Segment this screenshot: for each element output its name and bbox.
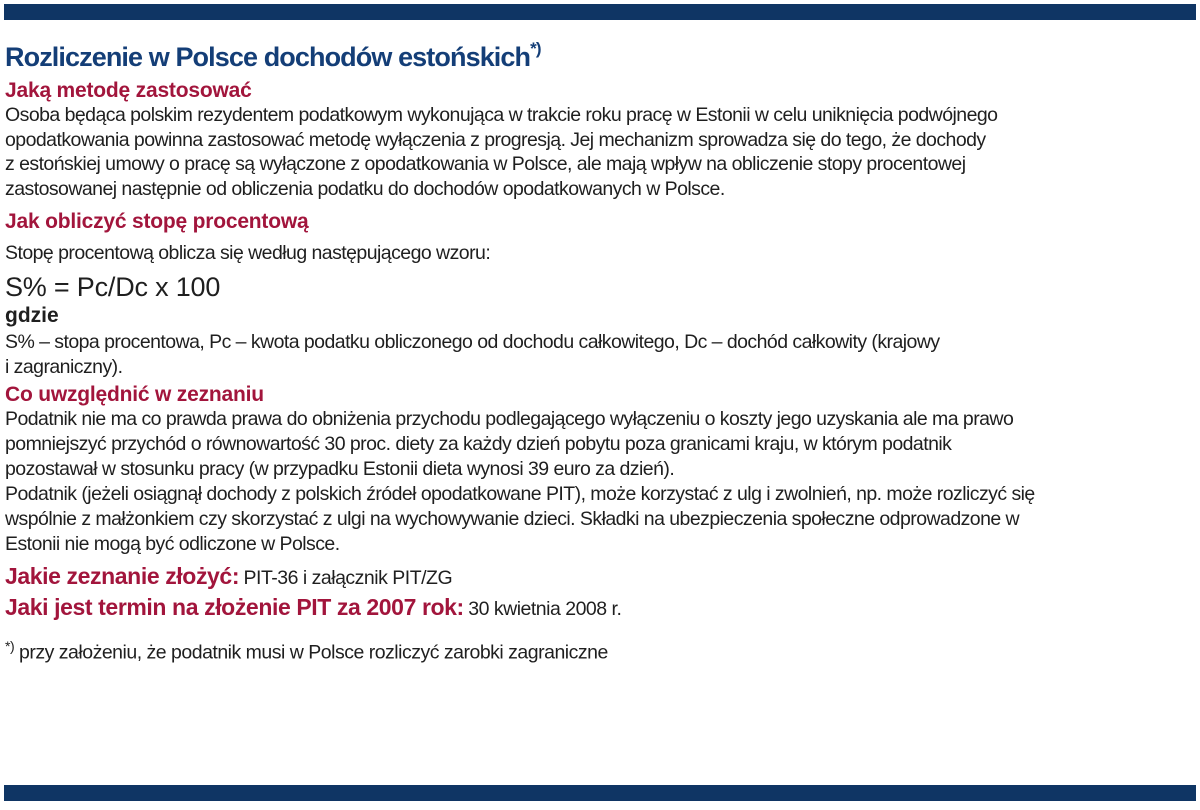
- rate-formula: S% = Pc/Dc x 100: [5, 272, 221, 302]
- which-return-answer: PIT-36 i załącznik PIT/ZG: [243, 567, 453, 589]
- section-rate: [5, 210, 1190, 380]
- footnote: [5, 634, 1190, 665]
- section-return-heading: Co uwzględnić w zeznaniu: [5, 383, 264, 406]
- section-return-line: Estonii nie mogą być odliczone w Polsce.: [5, 533, 340, 555]
- section-return-line: Podatnik nie ma co prawda prawa do obniżenia przychodu podlegającego wyłączeniu o koszty jego uzyskania ale ma prawo: [5, 408, 1014, 430]
- section-method-line: opodatkowania powinna zastosować metodę wyłączenia z progresją. Jej mechanizm sprowadza się do tego, że dochody: [5, 128, 986, 151]
- section-rate-line: S% – stopa procentowa, Pc – kwota podatku obliczonego od dochodu całkowitego, Dc – dochód całkowity (krajowy: [5, 331, 940, 353]
- section-return-line: pozostawał w stosunku pracy (w przypadku Estonii dieta wynosi 39 euro za dzień).: [5, 458, 675, 480]
- deadline-question: Jaki jest termin na złożenie PIT za 2007 rok:: [5, 594, 464, 620]
- section-rate-heading: Jak obliczyć stopę procentową: [5, 210, 309, 233]
- section-method-line: z estońskiej umowy o pracę są wyłączone z opodatkowania w Polsce, ale mają wpływ na obliczenie stopy procentowej: [5, 153, 966, 175]
- section-rate-line: i zagraniczny).: [5, 356, 123, 378]
- section-return: [5, 383, 1190, 557]
- where-label: gdzie: [5, 304, 59, 327]
- section-return-line: pomniejszyć przychód o równowartość 30 proc. diety za każdy dzień pobytu poza granicami kraju, w którym podatnik: [5, 433, 952, 455]
- footnote-text: przy założeniu, że podatnik musi w Polsce rozliczyć zarobki zagraniczne: [19, 641, 608, 664]
- section-method-heading: Jaką metodę zastosować: [5, 79, 252, 102]
- section-method-line: zastosowanej następnie od obliczenia podatku do dochodów opodatkowanych w Polsce.: [5, 177, 725, 200]
- section-method-line: Osoba będąca polskim rezydentem podatkowym wykonująca w trakcie roku pracę w Estonii w celu uniknięcia podwójnego: [5, 104, 998, 126]
- title-text: Rozliczenie w Polsce dochodów estońskich: [5, 42, 531, 72]
- page-title: [5, 34, 1190, 74]
- article-box: [5, 34, 1190, 665]
- footnote-marker: *): [5, 638, 15, 654]
- deadline: [5, 594, 1190, 621]
- bottom-border-bar: [4, 785, 1196, 801]
- title-footnote-marker: *): [530, 39, 541, 58]
- which-return: [5, 563, 1190, 590]
- section-rate-intro: Stopę procentową oblicza się według następującego wzoru:: [5, 242, 491, 264]
- top-border-bar: [4, 4, 1196, 20]
- section-method: [5, 79, 1190, 201]
- deadline-answer: 30 kwietnia 2008 r.: [468, 598, 622, 620]
- section-return-line: wspólnie z małżonkiem czy skorzystać z ulgi na wychowywanie dzieci. Składki na ubezpieczenia społeczne odprowadzone w: [5, 508, 1020, 530]
- section-return-line: Podatnik (jeżeli osiągnął dochody z polskich źródeł opodatkowane PIT), może korzystać z ulg i zwolnień, np. może rozliczyć się: [5, 483, 1035, 505]
- which-return-question: Jakie zeznanie złożyć:: [5, 563, 240, 589]
